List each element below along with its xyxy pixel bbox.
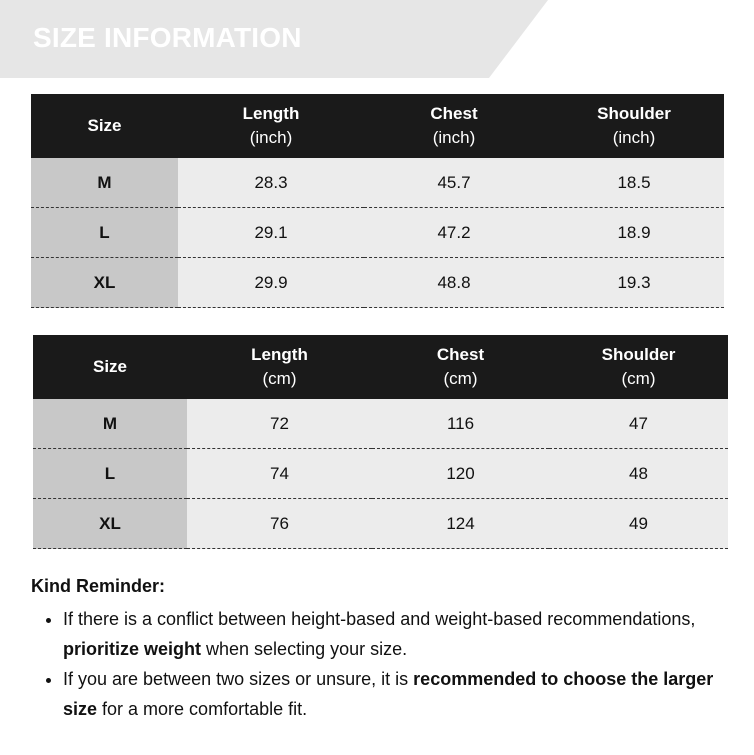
list-item: • If there is a conflict between height-based and weight-based recommendations, prioritize weight when selecting your size. <box>63 604 731 664</box>
length-cell: 29.9 <box>178 258 364 308</box>
header-shoulder: Shoulder (cm) <box>549 335 728 399</box>
shoulder-cell: 18.9 <box>544 208 724 258</box>
table-row <box>33 449 728 499</box>
reminder-title: Kind Reminder: <box>31 576 166 596</box>
emphasis-text: recommended to choose the larger size <box>63 669 714 719</box>
emphasis-text: prioritize weight <box>63 639 202 659</box>
table-row <box>33 399 728 449</box>
header-chest: Chest (inch) <box>364 94 544 158</box>
chest-cell: 45.7 <box>364 158 544 208</box>
size-table-cm <box>33 335 728 549</box>
shoulder-cell: 47 <box>549 399 728 449</box>
header-length: Length (cm) <box>187 335 372 399</box>
list-item: • If you are between two sizes or unsure, it is recommended to choose the larger size for a more comfortable fit. <box>63 664 731 724</box>
reminder-list <box>31 604 731 724</box>
shoulder-cell: 19.3 <box>544 258 724 308</box>
kind-reminder <box>31 574 731 724</box>
size-cell: XL <box>31 258 178 308</box>
chest-cell: 48.8 <box>364 258 544 308</box>
size-cell: XL <box>33 499 187 549</box>
length-cell: 29.1 <box>178 208 364 258</box>
header-size: Size <box>31 94 178 158</box>
shoulder-cell: 18.5 <box>544 158 724 208</box>
table-row <box>31 158 724 208</box>
table-header-row <box>31 94 724 158</box>
table-row <box>33 499 728 549</box>
table-row <box>31 258 724 308</box>
table-header-row <box>33 335 728 399</box>
chest-cell: 124 <box>372 499 549 549</box>
size-table-inch <box>31 94 724 308</box>
size-cell: M <box>33 399 187 449</box>
size-cell: M <box>31 158 178 208</box>
length-cell: 74 <box>187 449 372 499</box>
length-cell: 28.3 <box>178 158 364 208</box>
length-cell: 72 <box>187 399 372 449</box>
length-cell: 76 <box>187 499 372 549</box>
size-cell: L <box>33 449 187 499</box>
chest-cell: 120 <box>372 449 549 499</box>
shoulder-cell: 48 <box>549 449 728 499</box>
header-size: Size <box>33 335 187 399</box>
table-row <box>31 208 724 258</box>
page-title: SIZE INFORMATION <box>33 22 302 53</box>
shoulder-cell: 49 <box>549 499 728 549</box>
chest-cell: 116 <box>372 399 549 449</box>
header-shoulder: Shoulder (inch) <box>544 94 724 158</box>
size-cell: L <box>31 208 178 258</box>
chest-cell: 47.2 <box>364 208 544 258</box>
header-length: Length (inch) <box>178 94 364 158</box>
header-chest: Chest (cm) <box>372 335 549 399</box>
